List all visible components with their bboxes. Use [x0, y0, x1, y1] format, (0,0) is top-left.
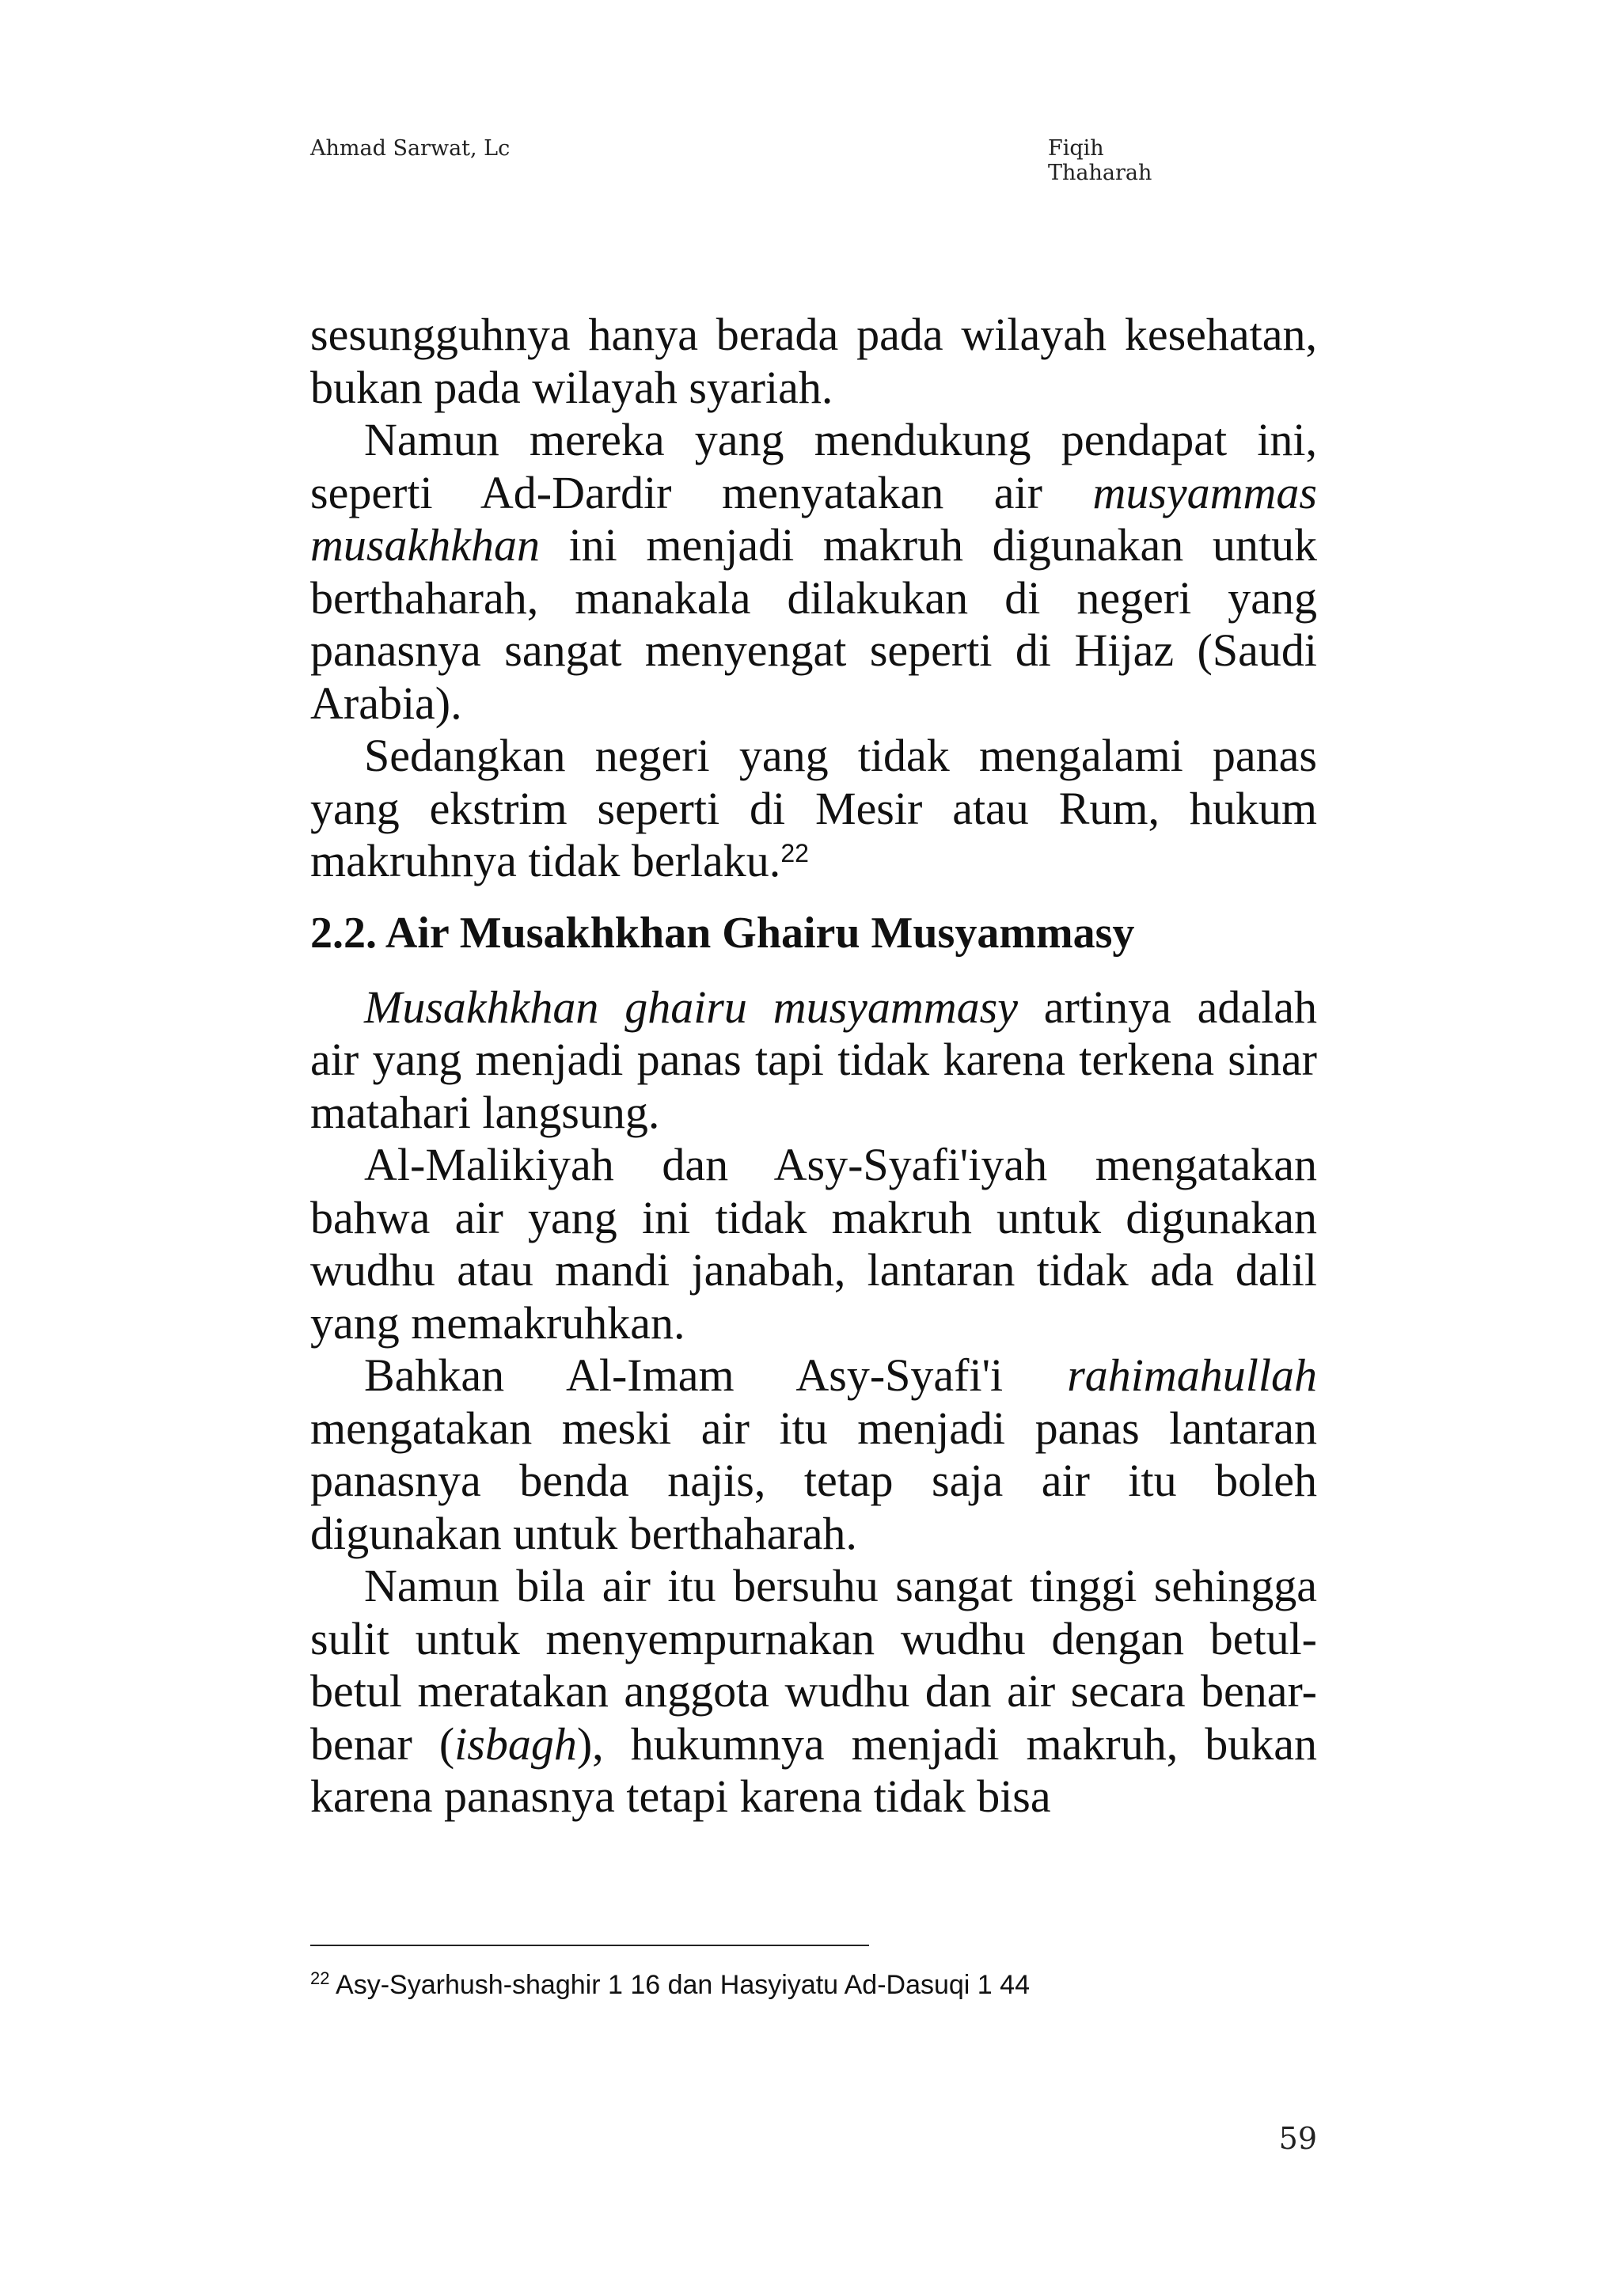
italic-term: Musakhkhan ghairu musyammasy [364, 981, 1018, 1033]
section-heading: 2.2. Air Musakhkhan Ghairu Musyammasy [310, 908, 1135, 958]
paragraph-1: sesungguhnya hanya berada pada wilayah kesehatan, bukan pada wilayah syariah. [310, 309, 1317, 413]
page-number: 59 [1278, 2121, 1317, 2156]
header-author: Ahmad Sarwat, Lc [310, 136, 511, 161]
running-header [310, 136, 1213, 185]
footnote-text: Asy-Syarhush-shaghir 1 16 dan Hasyiyatu Ad-Dasuqi 1 44 [329, 1970, 1030, 2000]
header-book-title: Fiqih Thaharah [1048, 136, 1152, 185]
italic-term: isbagh [454, 1717, 577, 1770]
paragraph-2: Namun mereka yang mendukung pendapat ini, seperti Ad-Dardir menyatakan air musyammas musakhkhan ini menjadi makruh digunakan untuk berthaharah, manakala dilakukan di negeri yang panasnya sangat menyengat seperti di Hijaz (Saudi Arabia). [310, 414, 1317, 729]
paragraph-5: Al-Malikiyah dan Asy-Syafi'iyah mengatakan bahwa air yang ini tidak makruh untuk digunakan wudhu atau mandi janabah, lantaran tidak ada dalil yang memakruhkan. [310, 1139, 1317, 1349]
footnote-ref[interactable]: 22 [780, 839, 809, 867]
paragraph-4: Musakhkhan ghairu musyammasy artinya adalah air yang menjadi panas tapi tidak karena terkena sinar matahari langsung. [310, 981, 1317, 1138]
footnote-number: 22 [310, 1968, 330, 1988]
paragraph-3: Sedangkan negeri yang tidak mengalami panas yang ekstrim seperti di Mesir atau Rum, hukum makruhnya tidak berlaku.$^{22}$ [310, 730, 1317, 886]
italic-term: rahimahullah [1067, 1349, 1317, 1401]
paragraph-7: Namun bila air itu bersuhu sangat tinggi sehingga sulit untuk menyempurnakan wudhu dengan betul-betul meratakan anggota wudhu dan air secara benar-benar (isbagh), hukumnya menjadi makruh, bukan karena panasnya tetapi karena tidak bisa [310, 1560, 1317, 1822]
footnote [310, 1969, 1317, 2001]
paragraph-6: Bahkan Al-Imam Asy-Syafi'i rahimahullah mengatakan meski air itu menjadi panas lantaran panasnya benda najis, tetap saja air itu boleh digunakan untuk berthaharah. [310, 1349, 1317, 1559]
footnote-divider [310, 1945, 869, 1946]
italic-term: musyammas musakhkhan [310, 466, 1317, 571]
body-text [310, 309, 1317, 1824]
